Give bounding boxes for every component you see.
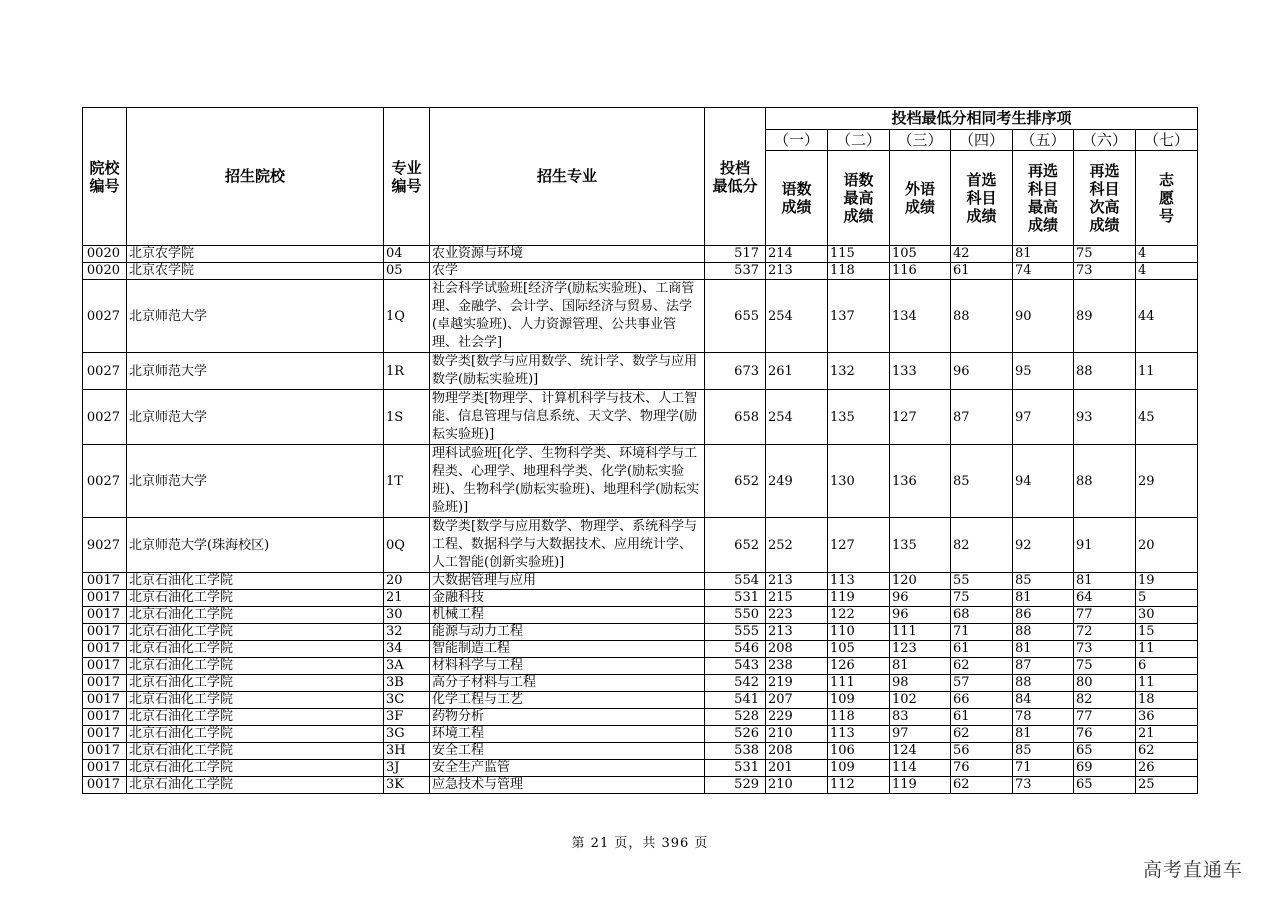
major-code-cell: 3C xyxy=(384,692,430,709)
score-3-cell: 136 xyxy=(890,445,951,518)
score-2-cell: 105 xyxy=(828,641,890,658)
volunteer-no-cell: 4 xyxy=(1136,246,1198,263)
score-6-cell: 82 xyxy=(1074,692,1136,709)
score-2-cell: 113 xyxy=(828,573,890,590)
score-6-cell: 73 xyxy=(1074,641,1136,658)
score-1-cell: 261 xyxy=(766,353,828,390)
admission-score-table xyxy=(82,107,1198,794)
score-3-cell: 114 xyxy=(890,760,951,777)
score-1-cell: 214 xyxy=(766,246,828,263)
school-name-cell: 北京石油化工学院 xyxy=(127,658,384,675)
major-name-cell: 环境工程 xyxy=(430,726,705,743)
score-4-cell: 71 xyxy=(951,624,1013,641)
major-name-cell: 社会科学试验班[经济学(励耘实验班)、工商管理、金融学、会计学、国际经济与贸易、法学(卓越实验班)、人力资源管理、公共事业管理、社会学] xyxy=(430,280,705,353)
major-name-cell: 物理学类[物理学、计算机科学与技术、人工智能、信息管理与信息系统、天文学、物理学(励耘实验班)] xyxy=(430,390,705,445)
score-1-cell: 210 xyxy=(766,726,828,743)
school-code-cell: 0017 xyxy=(83,658,127,675)
score-5-cell: 86 xyxy=(1013,607,1074,624)
school-name-cell: 北京师范大学 xyxy=(127,445,384,518)
volunteer-no-cell: 62 xyxy=(1136,743,1198,760)
score-5-cell: 81 xyxy=(1013,246,1074,263)
score-4-cell: 87 xyxy=(951,390,1013,445)
score-6-cell: 73 xyxy=(1074,263,1136,280)
volunteer-no-cell: 26 xyxy=(1136,760,1198,777)
school-code-cell: 0017 xyxy=(83,675,127,692)
header-tie-item-3: 外语 成绩 xyxy=(890,151,951,246)
school-code-cell: 0017 xyxy=(83,624,127,641)
volunteer-no-cell: 21 xyxy=(1136,726,1198,743)
table-row xyxy=(83,590,1198,607)
school-code-cell: 0027 xyxy=(83,353,127,390)
school-name-cell: 北京石油化工学院 xyxy=(127,607,384,624)
school-code-cell: 0017 xyxy=(83,590,127,607)
min-score-cell: 550 xyxy=(705,607,766,624)
score-3-cell: 116 xyxy=(890,263,951,280)
min-score-cell: 529 xyxy=(705,777,766,794)
score-4-cell: 62 xyxy=(951,726,1013,743)
header-tie-item-2: 语数 最高 成绩 xyxy=(828,151,890,246)
major-code-cell: 3F xyxy=(384,709,430,726)
table-row xyxy=(83,573,1198,590)
score-4-cell: 75 xyxy=(951,590,1013,607)
volunteer-no-cell: 6 xyxy=(1136,658,1198,675)
table-row xyxy=(83,263,1198,280)
score-1-cell: 249 xyxy=(766,445,828,518)
volunteer-no-cell: 30 xyxy=(1136,607,1198,624)
score-5-cell: 81 xyxy=(1013,590,1074,607)
score-3-cell: 123 xyxy=(890,641,951,658)
score-6-cell: 80 xyxy=(1074,675,1136,692)
table-row xyxy=(83,353,1198,390)
major-name-cell: 能源与动力工程 xyxy=(430,624,705,641)
score-1-cell: 208 xyxy=(766,641,828,658)
header-tie-index-2: （二） xyxy=(828,130,890,151)
score-1-cell: 208 xyxy=(766,743,828,760)
table-row xyxy=(83,518,1198,573)
volunteer-no-cell: 20 xyxy=(1136,518,1198,573)
major-code-cell: 1R xyxy=(384,353,430,390)
score-5-cell: 85 xyxy=(1013,573,1074,590)
header-tie-index-1: （一） xyxy=(766,130,828,151)
score-6-cell: 77 xyxy=(1074,607,1136,624)
major-name-cell: 高分子材料与工程 xyxy=(430,675,705,692)
score-2-cell: 135 xyxy=(828,390,890,445)
school-code-cell: 0027 xyxy=(83,445,127,518)
score-4-cell: 68 xyxy=(951,607,1013,624)
major-code-cell: 3A xyxy=(384,658,430,675)
score-3-cell: 134 xyxy=(890,280,951,353)
score-4-cell: 76 xyxy=(951,760,1013,777)
score-6-cell: 76 xyxy=(1074,726,1136,743)
header-tie-break-group: 投档最低分相同考生排序项 xyxy=(766,108,1198,130)
school-name-cell: 北京石油化工学院 xyxy=(127,624,384,641)
score-5-cell: 97 xyxy=(1013,390,1074,445)
major-name-cell: 药物分析 xyxy=(430,709,705,726)
major-code-cell: 04 xyxy=(384,246,430,263)
score-2-cell: 137 xyxy=(828,280,890,353)
school-name-cell: 北京师范大学 xyxy=(127,280,384,353)
major-name-cell: 理科试验班[化学、生物科学类、环境科学与工程类、心理学、地理科学类、化学(励耘实验班)、生物科学(励耘实验班)、地理科学(励耘实验班)] xyxy=(430,445,705,518)
school-name-cell: 北京石油化工学院 xyxy=(127,743,384,760)
score-4-cell: 57 xyxy=(951,675,1013,692)
score-3-cell: 98 xyxy=(890,675,951,692)
table-row xyxy=(83,246,1198,263)
volunteer-no-cell: 11 xyxy=(1136,641,1198,658)
score-6-cell: 65 xyxy=(1074,777,1136,794)
school-name-cell: 北京石油化工学院 xyxy=(127,675,384,692)
score-3-cell: 119 xyxy=(890,777,951,794)
major-code-cell: 3G xyxy=(384,726,430,743)
table-row xyxy=(83,641,1198,658)
school-name-cell: 北京师范大学 xyxy=(127,353,384,390)
table-row xyxy=(83,675,1198,692)
score-4-cell: 61 xyxy=(951,641,1013,658)
school-name-cell: 北京石油化工学院 xyxy=(127,726,384,743)
min-score-cell: 658 xyxy=(705,390,766,445)
score-1-cell: 223 xyxy=(766,607,828,624)
min-score-cell: 531 xyxy=(705,760,766,777)
major-code-cell: 1T xyxy=(384,445,430,518)
major-code-cell: 30 xyxy=(384,607,430,624)
header-school-code: 院校 编号 xyxy=(83,108,127,246)
min-score-cell: 673 xyxy=(705,353,766,390)
header-tie-index-4: （四） xyxy=(951,130,1013,151)
score-2-cell: 109 xyxy=(828,760,890,777)
header-major-code: 专业 编号 xyxy=(384,108,430,246)
score-5-cell: 92 xyxy=(1013,518,1074,573)
header-min-score: 投档 最低分 xyxy=(705,108,766,246)
score-6-cell: 91 xyxy=(1074,518,1136,573)
score-4-cell: 82 xyxy=(951,518,1013,573)
major-name-cell: 智能制造工程 xyxy=(430,641,705,658)
major-name-cell: 数学类[数学与应用数学、统计学、数学与应用数学(励耘实验班)] xyxy=(430,353,705,390)
score-1-cell: 219 xyxy=(766,675,828,692)
major-name-cell: 数学类[数学与应用数学、物理学、系统科学与工程、数据科学与大数据技术、应用统计学、人工智能(创新实验班)] xyxy=(430,518,705,573)
major-code-cell: 1Q xyxy=(384,280,430,353)
score-5-cell: 71 xyxy=(1013,760,1074,777)
school-code-cell: 0017 xyxy=(83,641,127,658)
score-2-cell: 109 xyxy=(828,692,890,709)
school-name-cell: 北京石油化工学院 xyxy=(127,760,384,777)
school-code-cell: 0017 xyxy=(83,692,127,709)
volunteer-no-cell: 19 xyxy=(1136,573,1198,590)
header-tie-item-7: 志 愿 号 xyxy=(1136,151,1198,246)
min-score-cell: 542 xyxy=(705,675,766,692)
score-5-cell: 78 xyxy=(1013,709,1074,726)
score-1-cell: 254 xyxy=(766,280,828,353)
school-code-cell: 0020 xyxy=(83,263,127,280)
school-code-cell: 9027 xyxy=(83,518,127,573)
min-score-cell: 537 xyxy=(705,263,766,280)
score-3-cell: 124 xyxy=(890,743,951,760)
score-5-cell: 84 xyxy=(1013,692,1074,709)
score-3-cell: 105 xyxy=(890,246,951,263)
header-school-name: 招生院校 xyxy=(127,108,384,246)
score-3-cell: 111 xyxy=(890,624,951,641)
score-2-cell: 113 xyxy=(828,726,890,743)
volunteer-no-cell: 11 xyxy=(1136,353,1198,390)
table-row xyxy=(83,777,1198,794)
score-5-cell: 90 xyxy=(1013,280,1074,353)
school-code-cell: 0020 xyxy=(83,246,127,263)
score-4-cell: 62 xyxy=(951,658,1013,675)
score-1-cell: 252 xyxy=(766,518,828,573)
page-footer: 第 21 页，共 396 页 xyxy=(571,836,709,851)
min-score-cell: 655 xyxy=(705,280,766,353)
major-name-cell: 大数据管理与应用 xyxy=(430,573,705,590)
volunteer-no-cell: 4 xyxy=(1136,263,1198,280)
school-code-cell: 0017 xyxy=(83,726,127,743)
header-tie-index-7: （七） xyxy=(1136,130,1198,151)
major-code-cell: 21 xyxy=(384,590,430,607)
score-4-cell: 55 xyxy=(951,573,1013,590)
major-code-cell: 0Q xyxy=(384,518,430,573)
header-tie-item-6: 再选 科目 次高 成绩 xyxy=(1074,151,1136,246)
score-5-cell: 88 xyxy=(1013,675,1074,692)
score-3-cell: 120 xyxy=(890,573,951,590)
major-code-cell: 05 xyxy=(384,263,430,280)
score-1-cell: 213 xyxy=(766,263,828,280)
score-5-cell: 73 xyxy=(1013,777,1074,794)
school-code-cell: 0027 xyxy=(83,390,127,445)
school-code-cell: 0017 xyxy=(83,743,127,760)
school-name-cell: 北京农学院 xyxy=(127,263,384,280)
major-code-cell: 3H xyxy=(384,743,430,760)
score-1-cell: 210 xyxy=(766,777,828,794)
table-row xyxy=(83,445,1198,518)
table-row xyxy=(83,607,1198,624)
volunteer-no-cell: 15 xyxy=(1136,624,1198,641)
major-name-cell: 金融科技 xyxy=(430,590,705,607)
table-row xyxy=(83,760,1198,777)
volunteer-no-cell: 5 xyxy=(1136,590,1198,607)
major-name-cell: 安全生产监管 xyxy=(430,760,705,777)
school-name-cell: 北京石油化工学院 xyxy=(127,692,384,709)
score-5-cell: 85 xyxy=(1013,743,1074,760)
score-4-cell: 88 xyxy=(951,280,1013,353)
table-row xyxy=(83,280,1198,353)
school-name-cell: 北京石油化工学院 xyxy=(127,641,384,658)
min-score-cell: 546 xyxy=(705,641,766,658)
school-code-cell: 0017 xyxy=(83,709,127,726)
volunteer-no-cell: 25 xyxy=(1136,777,1198,794)
major-name-cell: 应急技术与管理 xyxy=(430,777,705,794)
score-1-cell: 213 xyxy=(766,573,828,590)
school-code-cell: 0017 xyxy=(83,777,127,794)
table-row xyxy=(83,658,1198,675)
min-score-cell: 652 xyxy=(705,445,766,518)
score-6-cell: 65 xyxy=(1074,743,1136,760)
score-5-cell: 87 xyxy=(1013,658,1074,675)
volunteer-no-cell: 11 xyxy=(1136,675,1198,692)
school-name-cell: 北京石油化工学院 xyxy=(127,573,384,590)
admission-table-container xyxy=(82,107,1197,794)
major-name-cell: 农学 xyxy=(430,263,705,280)
score-2-cell: 122 xyxy=(828,607,890,624)
score-6-cell: 88 xyxy=(1074,445,1136,518)
major-name-cell: 机械工程 xyxy=(430,607,705,624)
school-code-cell: 0027 xyxy=(83,280,127,353)
score-3-cell: 81 xyxy=(890,658,951,675)
volunteer-no-cell: 29 xyxy=(1136,445,1198,518)
major-code-cell: 34 xyxy=(384,641,430,658)
score-1-cell: 215 xyxy=(766,590,828,607)
score-3-cell: 97 xyxy=(890,726,951,743)
score-6-cell: 72 xyxy=(1074,624,1136,641)
min-score-cell: 541 xyxy=(705,692,766,709)
volunteer-no-cell: 45 xyxy=(1136,390,1198,445)
table-row xyxy=(83,390,1198,445)
school-name-cell: 北京石油化工学院 xyxy=(127,777,384,794)
score-4-cell: 85 xyxy=(951,445,1013,518)
score-3-cell: 135 xyxy=(890,518,951,573)
school-code-cell: 0017 xyxy=(83,573,127,590)
min-score-cell: 543 xyxy=(705,658,766,675)
score-1-cell: 213 xyxy=(766,624,828,641)
header-tie-item-1: 语数 成绩 xyxy=(766,151,828,246)
score-6-cell: 93 xyxy=(1074,390,1136,445)
score-3-cell: 96 xyxy=(890,607,951,624)
volunteer-no-cell: 18 xyxy=(1136,692,1198,709)
major-name-cell: 化学工程与工艺 xyxy=(430,692,705,709)
school-name-cell: 北京师范大学 xyxy=(127,390,384,445)
major-code-cell: 3J xyxy=(384,760,430,777)
score-2-cell: 110 xyxy=(828,624,890,641)
school-code-cell: 0017 xyxy=(83,607,127,624)
score-4-cell: 61 xyxy=(951,263,1013,280)
score-3-cell: 102 xyxy=(890,692,951,709)
min-score-cell: 652 xyxy=(705,518,766,573)
volunteer-no-cell: 44 xyxy=(1136,280,1198,353)
school-name-cell: 北京石油化工学院 xyxy=(127,590,384,607)
major-name-cell: 材料科学与工程 xyxy=(430,658,705,675)
major-code-cell: 32 xyxy=(384,624,430,641)
min-score-cell: 555 xyxy=(705,624,766,641)
score-4-cell: 62 xyxy=(951,777,1013,794)
score-6-cell: 64 xyxy=(1074,590,1136,607)
major-code-cell: 3K xyxy=(384,777,430,794)
score-3-cell: 83 xyxy=(890,709,951,726)
header-tie-index-5: （五） xyxy=(1013,130,1074,151)
score-1-cell: 201 xyxy=(766,760,828,777)
min-score-cell: 538 xyxy=(705,743,766,760)
min-score-cell: 528 xyxy=(705,709,766,726)
table-row xyxy=(83,743,1198,760)
score-1-cell: 229 xyxy=(766,709,828,726)
score-2-cell: 127 xyxy=(828,518,890,573)
score-3-cell: 127 xyxy=(890,390,951,445)
score-4-cell: 42 xyxy=(951,246,1013,263)
table-row xyxy=(83,726,1198,743)
score-4-cell: 56 xyxy=(951,743,1013,760)
major-name-cell: 安全工程 xyxy=(430,743,705,760)
header-major-name: 招生专业 xyxy=(430,108,705,246)
score-3-cell: 96 xyxy=(890,590,951,607)
score-5-cell: 94 xyxy=(1013,445,1074,518)
score-5-cell: 95 xyxy=(1013,353,1074,390)
table-row xyxy=(83,692,1198,709)
score-1-cell: 254 xyxy=(766,390,828,445)
score-4-cell: 61 xyxy=(951,709,1013,726)
school-name-cell: 北京石油化工学院 xyxy=(127,709,384,726)
score-2-cell: 132 xyxy=(828,353,890,390)
score-4-cell: 96 xyxy=(951,353,1013,390)
table-row xyxy=(83,709,1198,726)
score-6-cell: 77 xyxy=(1074,709,1136,726)
score-5-cell: 81 xyxy=(1013,726,1074,743)
watermark-text: 高考直通车 xyxy=(1143,859,1244,881)
min-score-cell: 517 xyxy=(705,246,766,263)
header-tie-index-3: （三） xyxy=(890,130,951,151)
header-tie-item-4: 首选 科目 成绩 xyxy=(951,151,1013,246)
major-code-cell: 20 xyxy=(384,573,430,590)
score-2-cell: 118 xyxy=(828,709,890,726)
score-6-cell: 81 xyxy=(1074,573,1136,590)
score-2-cell: 112 xyxy=(828,777,890,794)
score-1-cell: 238 xyxy=(766,658,828,675)
min-score-cell: 526 xyxy=(705,726,766,743)
score-5-cell: 88 xyxy=(1013,624,1074,641)
score-2-cell: 119 xyxy=(828,590,890,607)
score-2-cell: 118 xyxy=(828,263,890,280)
score-3-cell: 133 xyxy=(890,353,951,390)
major-code-cell: 1S xyxy=(384,390,430,445)
score-6-cell: 75 xyxy=(1074,658,1136,675)
score-6-cell: 75 xyxy=(1074,246,1136,263)
header-tie-index-6: （六） xyxy=(1074,130,1136,151)
score-2-cell: 130 xyxy=(828,445,890,518)
score-1-cell: 207 xyxy=(766,692,828,709)
min-score-cell: 554 xyxy=(705,573,766,590)
score-2-cell: 111 xyxy=(828,675,890,692)
score-2-cell: 126 xyxy=(828,658,890,675)
major-name-cell: 农业资源与环境 xyxy=(430,246,705,263)
score-5-cell: 81 xyxy=(1013,641,1074,658)
header-tie-item-5: 再选 科目 最高 成绩 xyxy=(1013,151,1074,246)
score-5-cell: 74 xyxy=(1013,263,1074,280)
school-code-cell: 0017 xyxy=(83,760,127,777)
table-row xyxy=(83,624,1198,641)
score-4-cell: 66 xyxy=(951,692,1013,709)
school-name-cell: 北京农学院 xyxy=(127,246,384,263)
major-code-cell: 3B xyxy=(384,675,430,692)
score-6-cell: 89 xyxy=(1074,280,1136,353)
volunteer-no-cell: 36 xyxy=(1136,709,1198,726)
score-2-cell: 106 xyxy=(828,743,890,760)
score-2-cell: 115 xyxy=(828,246,890,263)
score-6-cell: 88 xyxy=(1074,353,1136,390)
score-6-cell: 69 xyxy=(1074,760,1136,777)
school-name-cell: 北京师范大学(珠海校区) xyxy=(127,518,384,573)
min-score-cell: 531 xyxy=(705,590,766,607)
